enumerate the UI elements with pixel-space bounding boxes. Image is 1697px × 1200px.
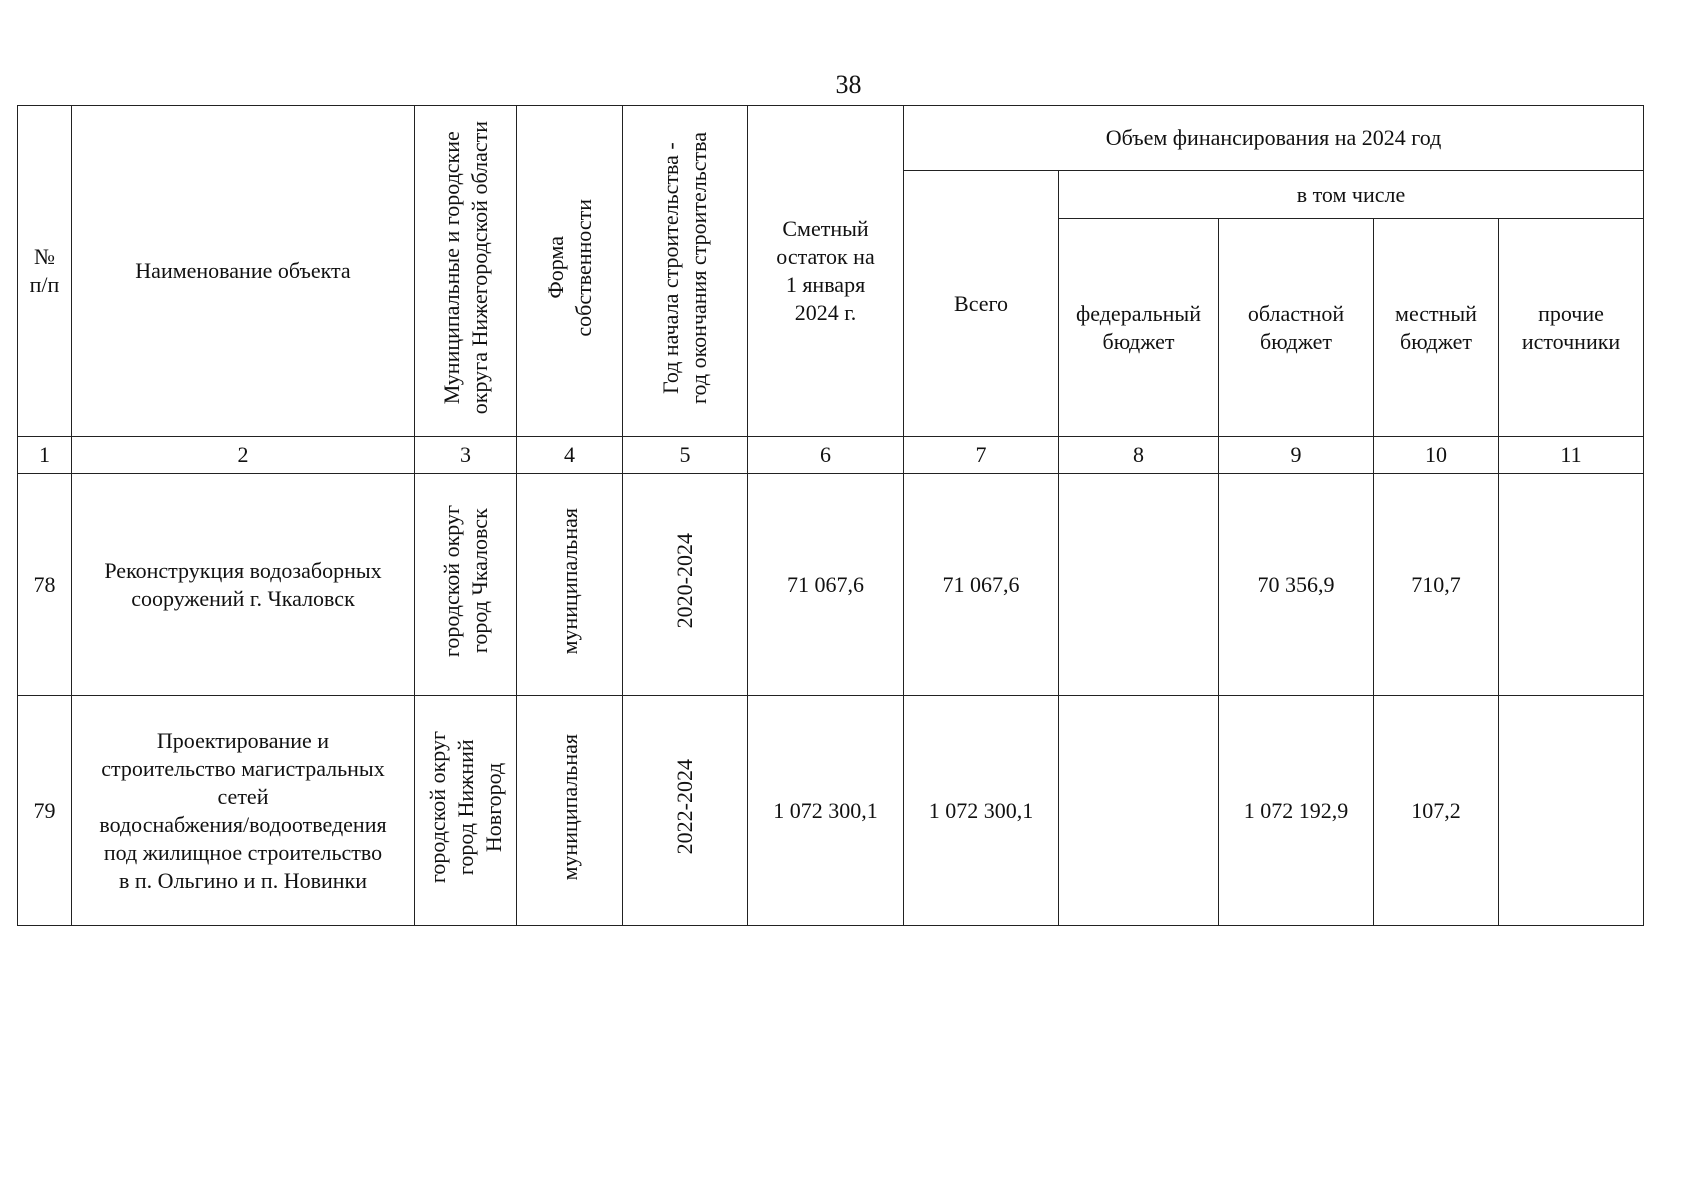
row-years-cell	[623, 474, 748, 696]
column-number: 5	[623, 437, 748, 474]
header-regional: областной бюджет	[1247, 300, 1345, 354]
header-local: местный бюджет	[1395, 300, 1477, 354]
header-funding-group-cell	[904, 106, 1644, 171]
column-number: 6	[748, 437, 904, 474]
row-local: 710,7	[1374, 474, 1499, 696]
header-row-1	[18, 106, 1644, 171]
header-municipality: Муниципальные и городские округа Нижегородской области	[438, 120, 492, 415]
table-row	[18, 696, 1644, 926]
row-estimate: 71 067,6	[748, 474, 904, 696]
column-number: 2	[72, 437, 415, 474]
header-total: Всего	[954, 290, 1008, 316]
row-municipality: городской округ город Нижний Новгород	[424, 730, 506, 884]
table-row	[18, 474, 1644, 696]
header-name: Наименование объекта	[135, 258, 351, 283]
column-number: 8	[1059, 437, 1219, 474]
investment-table	[17, 105, 1644, 926]
header-estimate: Сметный остаток на 1 января 2024 г.	[776, 216, 875, 325]
header-ownership: Форма собственности	[542, 198, 596, 337]
row-ownership: муниципальная	[556, 733, 582, 881]
header-num-cell	[18, 106, 72, 437]
row-name-cell	[72, 474, 415, 696]
row-name: Проектирование и строительство магистральных сетей водоснабжения/водоотведения под жилищное строительство в п. Ольгино и п. Новинки	[99, 727, 387, 893]
row-federal	[1059, 696, 1219, 926]
header-municipality-cell	[415, 106, 517, 437]
column-number: 4	[517, 437, 623, 474]
header-years: Год начала строительства - год окончания строительства	[658, 131, 711, 404]
column-number: 11	[1499, 437, 1644, 474]
column-number: 7	[904, 437, 1059, 474]
row-other	[1499, 696, 1644, 926]
header-local-cell	[1374, 219, 1499, 437]
row-years: 2020-2024	[672, 533, 697, 629]
row-num: 79	[18, 696, 72, 926]
header-num: № п/п	[29, 244, 60, 297]
header-total-cell	[904, 171, 1059, 437]
row-ownership-cell	[517, 696, 623, 926]
header-regional-cell	[1219, 219, 1374, 437]
row-estimate: 1 072 300,1	[748, 696, 904, 926]
row-total: 1 072 300,1	[904, 696, 1059, 926]
header-ownership-cell	[517, 106, 623, 437]
row-ownership-cell	[517, 474, 623, 696]
row-municipality-cell	[415, 474, 517, 696]
row-num: 78	[18, 474, 72, 696]
header-estimate-cell	[748, 106, 904, 437]
header-funding-group: Объем финансирования на 2024 год	[1105, 125, 1442, 150]
row-regional: 70 356,9	[1219, 474, 1374, 696]
row-name-cell	[72, 696, 415, 926]
row-total: 71 067,6	[904, 474, 1059, 696]
header-including-cell	[1059, 171, 1644, 219]
column-number: 9	[1219, 437, 1374, 474]
row-federal	[1059, 474, 1219, 696]
row-municipality: городской округ город Чкаловск	[438, 504, 492, 658]
column-number: 10	[1374, 437, 1499, 474]
page-number: 38	[835, 70, 862, 99]
row-other	[1499, 474, 1644, 696]
column-number: 3	[415, 437, 517, 474]
row-ownership: муниципальная	[556, 507, 582, 655]
row-years: 2022-2024	[672, 759, 697, 855]
row-municipality-cell	[415, 696, 517, 926]
header-years-cell	[623, 106, 748, 437]
column-number-row	[18, 437, 1644, 474]
header-federal: федеральный бюджет	[1076, 300, 1201, 354]
row-regional: 1 072 192,9	[1219, 696, 1374, 926]
column-number: 1	[18, 437, 72, 474]
header-other-cell	[1499, 219, 1644, 437]
header-other: прочие источники	[1521, 300, 1621, 354]
row-name: Реконструкция водозаборных сооружений г. Чкаловск	[104, 557, 382, 611]
header-name-cell	[72, 106, 415, 437]
row-years-cell	[623, 696, 748, 926]
header-federal-cell	[1059, 219, 1219, 437]
header-including: в том числе	[1296, 181, 1406, 207]
row-local: 107,2	[1374, 696, 1499, 926]
